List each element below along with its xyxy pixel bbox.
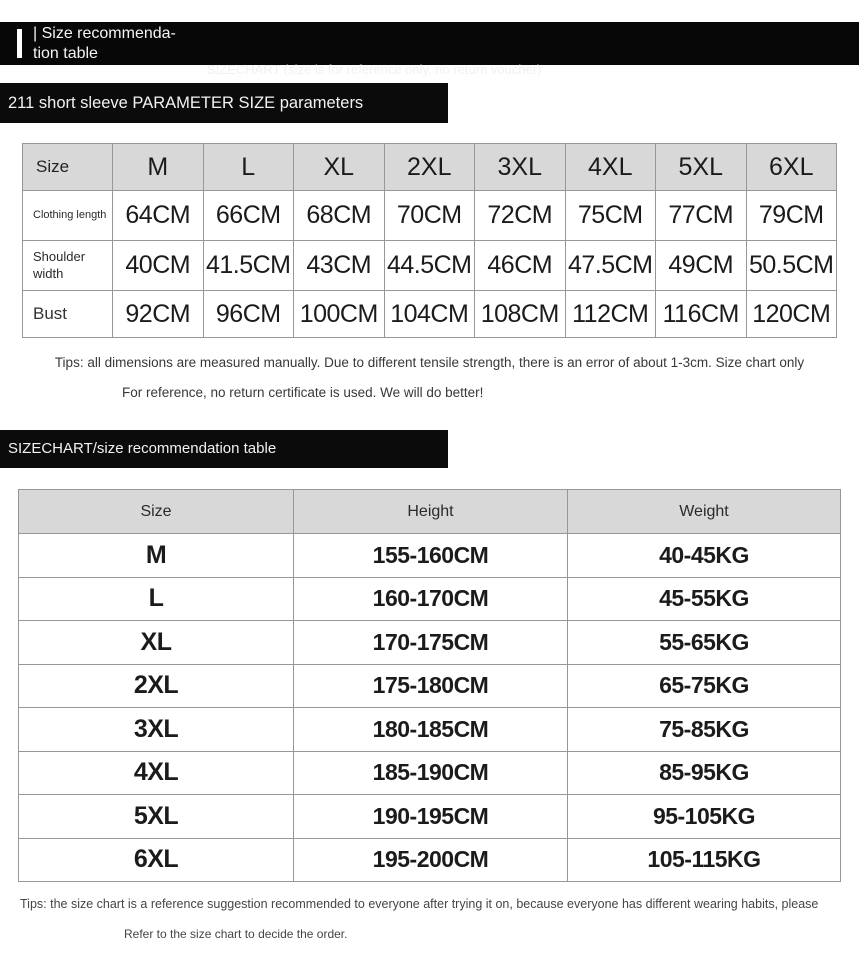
vertical-tick-icon [17, 29, 22, 58]
cell-weight: 55-65KG [568, 621, 841, 665]
tips-parameter-line1: Tips: all dimensions are measured manually. Due to different tensile strength, there is an error of about 1-3cm. Size chart only [54, 355, 805, 370]
header-cell-5xl: 5XL [656, 144, 747, 191]
cell-height: 180-185CM [294, 708, 568, 752]
banner-parameter-size: 211 short sleeve PARAMETER SIZE parameters [0, 83, 448, 123]
cell-height: 190-195CM [294, 795, 568, 839]
cell-value: 79CM [746, 191, 837, 241]
cell-weight: 65-75KG [568, 664, 841, 708]
size-recommendation-table [18, 489, 841, 882]
table-row-5xl [19, 795, 841, 839]
header-title [33, 24, 208, 64]
table-row-clothing-length [23, 191, 837, 241]
cell-weight: 95-105KG [568, 795, 841, 839]
cell-value: 64CM [113, 191, 204, 241]
cell-value: 50.5CM [746, 241, 837, 291]
cell-value: 44.5CM [384, 241, 475, 291]
cell-value: 72CM [475, 191, 566, 241]
header-title-line1: | Size recommenda- [33, 25, 176, 42]
cell-size: 5XL [19, 795, 294, 839]
header-cell-2xl: 2XL [384, 144, 475, 191]
cell-value: 70CM [384, 191, 475, 241]
size-table-header-row [19, 490, 841, 534]
header-cell-size: Size [23, 144, 113, 191]
cell-weight: 85-95KG [568, 751, 841, 795]
table-row-2xl [19, 664, 841, 708]
cell-weight: 105-115KG [568, 838, 841, 882]
header-cell-m: M [113, 144, 204, 191]
header-cell-xl: XL [294, 144, 385, 191]
cell-value: 46CM [475, 241, 566, 291]
cell-height: 170-175CM [294, 621, 568, 665]
table-row-l [19, 577, 841, 621]
table-row-bust [23, 291, 837, 338]
row-label-clothing-length: Clothing length [23, 191, 113, 241]
table-row-xl [19, 621, 841, 665]
table-row-6xl [19, 838, 841, 882]
header-cell-size: Size [19, 490, 294, 534]
header-cell-3xl: 3XL [475, 144, 566, 191]
cell-weight: 40-45KG [568, 534, 841, 578]
cell-height: 175-180CM [294, 664, 568, 708]
cell-size: 2XL [19, 664, 294, 708]
cell-value: 68CM [294, 191, 385, 241]
parameter-table-header-row [23, 144, 837, 191]
cell-value: 116CM [656, 291, 747, 338]
cell-size: XL [19, 621, 294, 665]
row-label-shoulder-width: Shoulder width [23, 241, 113, 291]
header-cell-height: Height [294, 490, 568, 534]
cell-value: 43CM [294, 241, 385, 291]
cell-size: 4XL [19, 751, 294, 795]
header-cell-l: L [203, 144, 294, 191]
header-cell-weight: Weight [568, 490, 841, 534]
cell-value: 47.5CM [565, 241, 656, 291]
header-cell-4xl: 4XL [565, 144, 656, 191]
cell-value: 40CM [113, 241, 204, 291]
cell-value: 66CM [203, 191, 294, 241]
cell-size: 3XL [19, 708, 294, 752]
cell-value: 100CM [294, 291, 385, 338]
cell-weight: 45-55KG [568, 577, 841, 621]
parameter-table [22, 143, 837, 338]
cell-value: 77CM [656, 191, 747, 241]
cell-value: 120CM [746, 291, 837, 338]
tips-sizechart-line2: Refer to the size chart to decide the order. [124, 927, 348, 941]
table-row-shoulder-width [23, 241, 837, 291]
cell-height: 160-170CM [294, 577, 568, 621]
cell-value: 41.5CM [203, 241, 294, 291]
table-row-3xl [19, 708, 841, 752]
row-label-bust: Bust [23, 291, 113, 338]
table-row-m [19, 534, 841, 578]
header-title-line2: tion table [33, 45, 98, 62]
cell-size: L [19, 577, 294, 621]
cell-value: 104CM [384, 291, 475, 338]
header-subtitle: SIZECHART (size is for reference only, no return voucher) [207, 62, 542, 77]
cell-value: 75CM [565, 191, 656, 241]
cell-weight: 75-85KG [568, 708, 841, 752]
tips-sizechart-line1: Tips: the size chart is a reference suggestion recommended to everyone after trying it on, because everyone has different wearing habits, please [20, 897, 819, 911]
banner-sizechart: SIZECHART/size recommendation table [0, 430, 448, 468]
cell-size: M [19, 534, 294, 578]
cell-value: 108CM [475, 291, 566, 338]
cell-value: 49CM [656, 241, 747, 291]
cell-height: 185-190CM [294, 751, 568, 795]
table-row-4xl [19, 751, 841, 795]
cell-size: 6XL [19, 838, 294, 882]
cell-value: 112CM [565, 291, 656, 338]
cell-height: 195-200CM [294, 838, 568, 882]
cell-value: 96CM [203, 291, 294, 338]
cell-value: 92CM [113, 291, 204, 338]
header-cell-6xl: 6XL [746, 144, 837, 191]
cell-height: 155-160CM [294, 534, 568, 578]
tips-parameter-line2: For reference, no return certificate is used. We will do better! [122, 385, 484, 400]
header-bar [0, 22, 859, 77]
